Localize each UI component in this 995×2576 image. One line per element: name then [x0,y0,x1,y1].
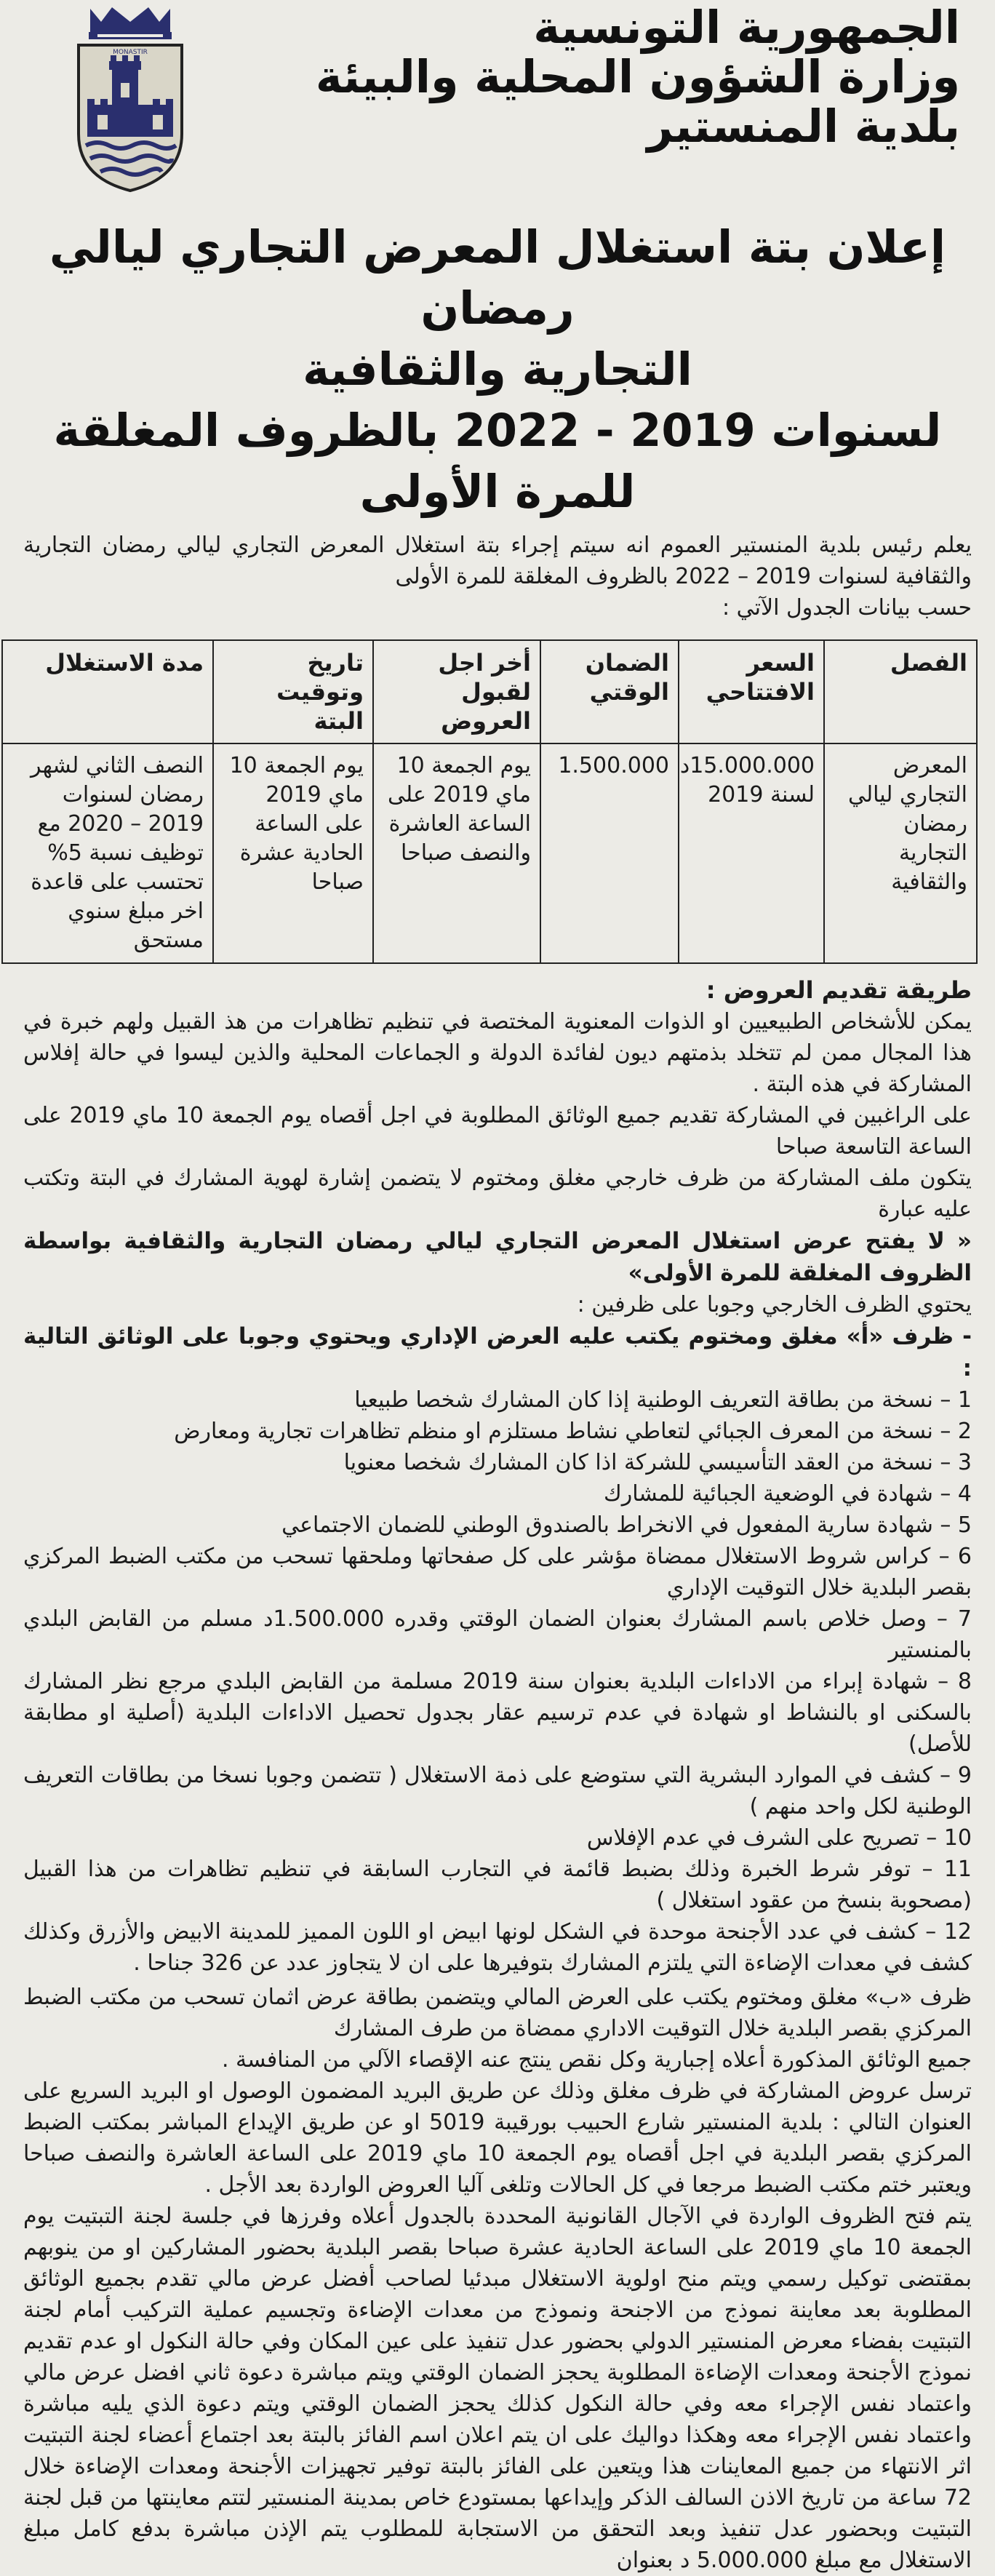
cell-auction-date: يوم الجمعة 10 ماي 2019 على الساعة الحادية عشرة صباحا [213,743,373,963]
mandatory-documents-note: جميع الوثائق المذكورة أعلاه إجبارية وكل نقص ينتج عنه الإقصاء الآلي من المنافسة . [221,2047,972,2073]
intro-paragraph: يعلم رئيس بلدية المنستير العموم انه سيتم إجراء بتة استغلال المعرض التجاري ليالي رمضان التجارية والثقافية لسنوات 2019 – 2022 بالظروف المغلقة للمرة الأولى [23,533,972,589]
envelope-b-paragraph: ظرف «ب» مغلق ومختوم يكتب على العرض المالي ويتضمن بطاقة عرض اثمان تسحب من مكتب الضبط المركزي بقصر البلدية خلال التوقيت الاداري ممضاة من طرف المشارك [23,1985,972,2041]
announcement-title [17,217,978,522]
list-item: 11 – توفر شرط الخبرة وذلك بضبط قائمة في التجارب السابقة في تنظيم تظاهرات من هذا القبيل (مصحوبة بنسخ من عقود استغلال ) [23,1857,972,1913]
required-documents-list [17,1384,978,1979]
list-item: 1 – نسخة من بطاقة التعريف الوطنية إذا كان المشارك شخصا طبيعيا [354,1387,972,1413]
title-line-1: إعلان بتة استغلال المعرض التجاري ليالي رمضان [49,220,946,335]
list-item: 8 – شهادة إبراء من الاداءات البلدية بعنوان سنة 2019 مسلمة من القابض البلدي مرجع نظر المشارك بالسكنى او بالنشاط او شهادة في عدم ترسيم عقار بجدول تحصيل الاداءات البلدية (أصلية او مطابقة للأصل) [23,1669,972,1757]
deadline-paragraph: على الراغبين في المشاركة تقديم جميع الوثائق المطلوبة في اجل أقصاه يوم الجمعة 10 ماي 2019 على الساعة التاسعة صباحا [23,1103,972,1160]
envelope-paragraph: يتكون ملف المشاركة من ظرف خارجي مغلق ومختوم لا يتضمن إشارة لهوية المشارك في البتة وتكتب عليه عبارة [23,1165,972,1222]
list-item: 10 – تصريح على الشرف في عدم الإفلاس [586,1825,972,1851]
municipality-name: بلدية المنستير [647,100,960,153]
method-heading: طريقة تقديم العروض : [706,976,972,1004]
header-cell-guarantee: الضمان الوقتي [540,640,679,743]
header-cell-duration: مدة الاستغلال [2,640,213,743]
auction-table [1,639,978,964]
table-header-row [2,640,977,743]
table-row [2,743,977,963]
emblem-caption: MONASTIR [113,49,148,56]
header-cell-section: الفصل [824,640,977,743]
list-item: 4 – شهادة في الوضعية الجبائية للمشارك [604,1481,972,1507]
cell-duration: النصف الثاني لشهر رمضان لسنوات 2019 – 2020 مع توظيف نسبة 5% تحتسب على قاعدة اخر مبلغ سنوي مستحق [2,743,213,963]
list-item: 5 – شهادة سارية المفعول في الانخراط بالصندوق الوطني للضمان الاجتماعي [281,1512,972,1538]
list-item: 6 – كراس شروط الاستغلال ممضاة مؤشر على كل صفحاتها وملحقها تسحب من مكتب الضبط المركزي بقصر البلدية خلال التوقيت الإداري [23,1544,972,1600]
envelope-a-heading: - ظرف «أ» مغلق ومختوم يكتب عليه العرض الإداري ويحتوي وجوبا على الوثائق التالية : [23,1323,972,1381]
header-cell-opening-price: السعر الافتتاحي [679,640,824,743]
submission-address-paragraph: ترسل عروض المشاركة في ظرف مغلق وذلك عن طريق البريد المضمون الوصول او البريد السريع على العنوان التالي : بلدية المنستير شارع الحبيب بورقيبة 5019 او عن طريق الإيداع المباشر بمكتب الضبط المركزي بقصر البلدية في اجل أقصاه يوم الجمعة 10 ماي 2019 على الساعة العاشرة والنصف صباحا ويعتبر ختم مكتب الضبط مرجعا في كل الحالات وتلغى آليا العروض الواردة بعد الأجل . [23,2078,972,2198]
title-line-3: لسنوات 2019 - 2022 بالظروف المغلقة للمرة الأولى [53,404,942,518]
header [17,0,978,211]
envelope-label: « لا يفتح عرض استغلال المعرض التجاري ليالي رمضان التجارية والثقافية بواسطة الظروف المغلقة للمرة الأولى» [23,1228,972,1286]
envelope-contents: يحتوي الظرف الخارجي وجوبا على ظرفين : [577,1292,972,1317]
table-lead: حسب بيانات الجدول الآتي : [722,595,972,621]
header-cell-deadline: أخر اجل لقبول العروض [373,640,540,743]
list-item: 3 – نسخة من العقد التأسيسي للشركة اذا كان المشارك شخصا معنويا [343,1450,972,1475]
eligibility-paragraph: يمكن للأشخاص الطبيعيين او الذوات المعنوية المختصة في تنظيم تظاهرات من هذ القبيل ولهم خبرة في هذا المجال ممن لم تتخلد بذمتهم ديون لفائدة الدولة و الجماعات المحلية والذين ليسوا في حالة إفلاس المشاركة في هذه البتة . [23,1009,972,1097]
issuer-block [316,3,960,151]
republic-name: الجمهورية التونسية [533,1,960,54]
monastir-emblem-icon [68,3,192,196]
header-cell-auction-date: تاريخ وتوقيت البتة [213,640,373,743]
cell-opening-price: 15.000.000د لسنة 2019 [679,743,824,963]
opening-procedure-paragraph: يتم فتح الظروف الواردة في الآجال القانونية المحددة بالجدول أعلاه وفرزها في جلسة لجنة التبتيت يوم الجمعة 10 ماي 2019 على الساعة الحادية عشرة صباحا بقصر البلدية بحضور المشاركين او من ينوبهم بمقتضى توكيل رسمي ويتم منح اولوية الاستغلال مبدئيا لصاحب أفضل عرض مالي تقدم بجميع الوثائق المطلوبة بعد معاينة نموذج من الاجنحة ونموذج من معدات الإضاءة وتجسيم عملية التركيب أمام لجنة التبتيت بفضاء معرض المنستير الدولي بحضور عدل تنفيذ على عين المكان وفي حالة النكول او عدم تقديم نموذج الأجنحة ومعدات الإضاءة المطلوبة يحجز الضمان الوقتي ويتم مباشرة دعوة ثاني افضل عرض مالي واعتماد نفس الإجراء معه وفي حالة النكول كذلك يحجز الضمان الوقتي ويتم دعوة الذي يليه مباشرة واعتماد نفس الإجراء معه وهكذا دواليك على ان يتم اعلان اسم الفائز بالبتة بعد اجتماع أعضاء لجنة التبتيت اثر الانتهاء من جميع المعاينات هذا ويتعين على الفائز بالبتة توفير تجهيزات الأجنحة ومعدات الإضاءة خلال 72 ساعة من تاريخ الاذن السالف الذكر وإيداعها بمستودع خاص بمدينة المنستير لتتم معاينتها من قبل لجنة التبتيت وبحضور عدل تنفيذ وبعد التحقق من الاستجابة للمطلوب يتم الإذن مباشرة بدفع كامل مبلغ الاستغلال مع مبلغ 5.000.000 د بعنوان [23,2204,972,2573]
list-item: 2 – نسخة من المعرف الجبائي لتعاطي نشاط مستلزم او منظم تظاهرات تجارية ومعارض [174,1419,972,1444]
list-item: 12 – كشف في عدد الأجنحة موحدة في الشكل لونها ابيض او اللون المميز للمدينة الابيض والأزرق وكذلك كشف في معدات الإضاءة التي يلتزم المشارك بتوفيرها على ان لا يتجاوز عدد عن 326 جناحا . [23,1919,972,1976]
list-item: 7 – وصل خلاص باسم المشارك بعنوان الضمان الوقتي وقدره 1.500.000د مسلم من القابض البلدي بالمنستير [23,1606,972,1663]
list-item: 9 – كشف في الموارد البشرية التي ستوضع على ذمة الاستغلال ( تتضمن وجوبا نسخا من بطاقات التعريف الوطنية لكل واحد منهم ) [23,1763,972,1819]
title-line-2: التجارية والثقافية [303,343,692,396]
ministry-name: وزارة الشؤون المحلية والبيئة [315,50,960,103]
cell-guarantee: 1.500.000 [540,743,679,963]
cell-deadline: يوم الجمعة 10 ماي 2019 على الساعة العاشرة والنصف صباحا [373,743,540,963]
cell-section: المعرض التجاري ليالي رمضان التجارية والثقافية [824,743,977,963]
